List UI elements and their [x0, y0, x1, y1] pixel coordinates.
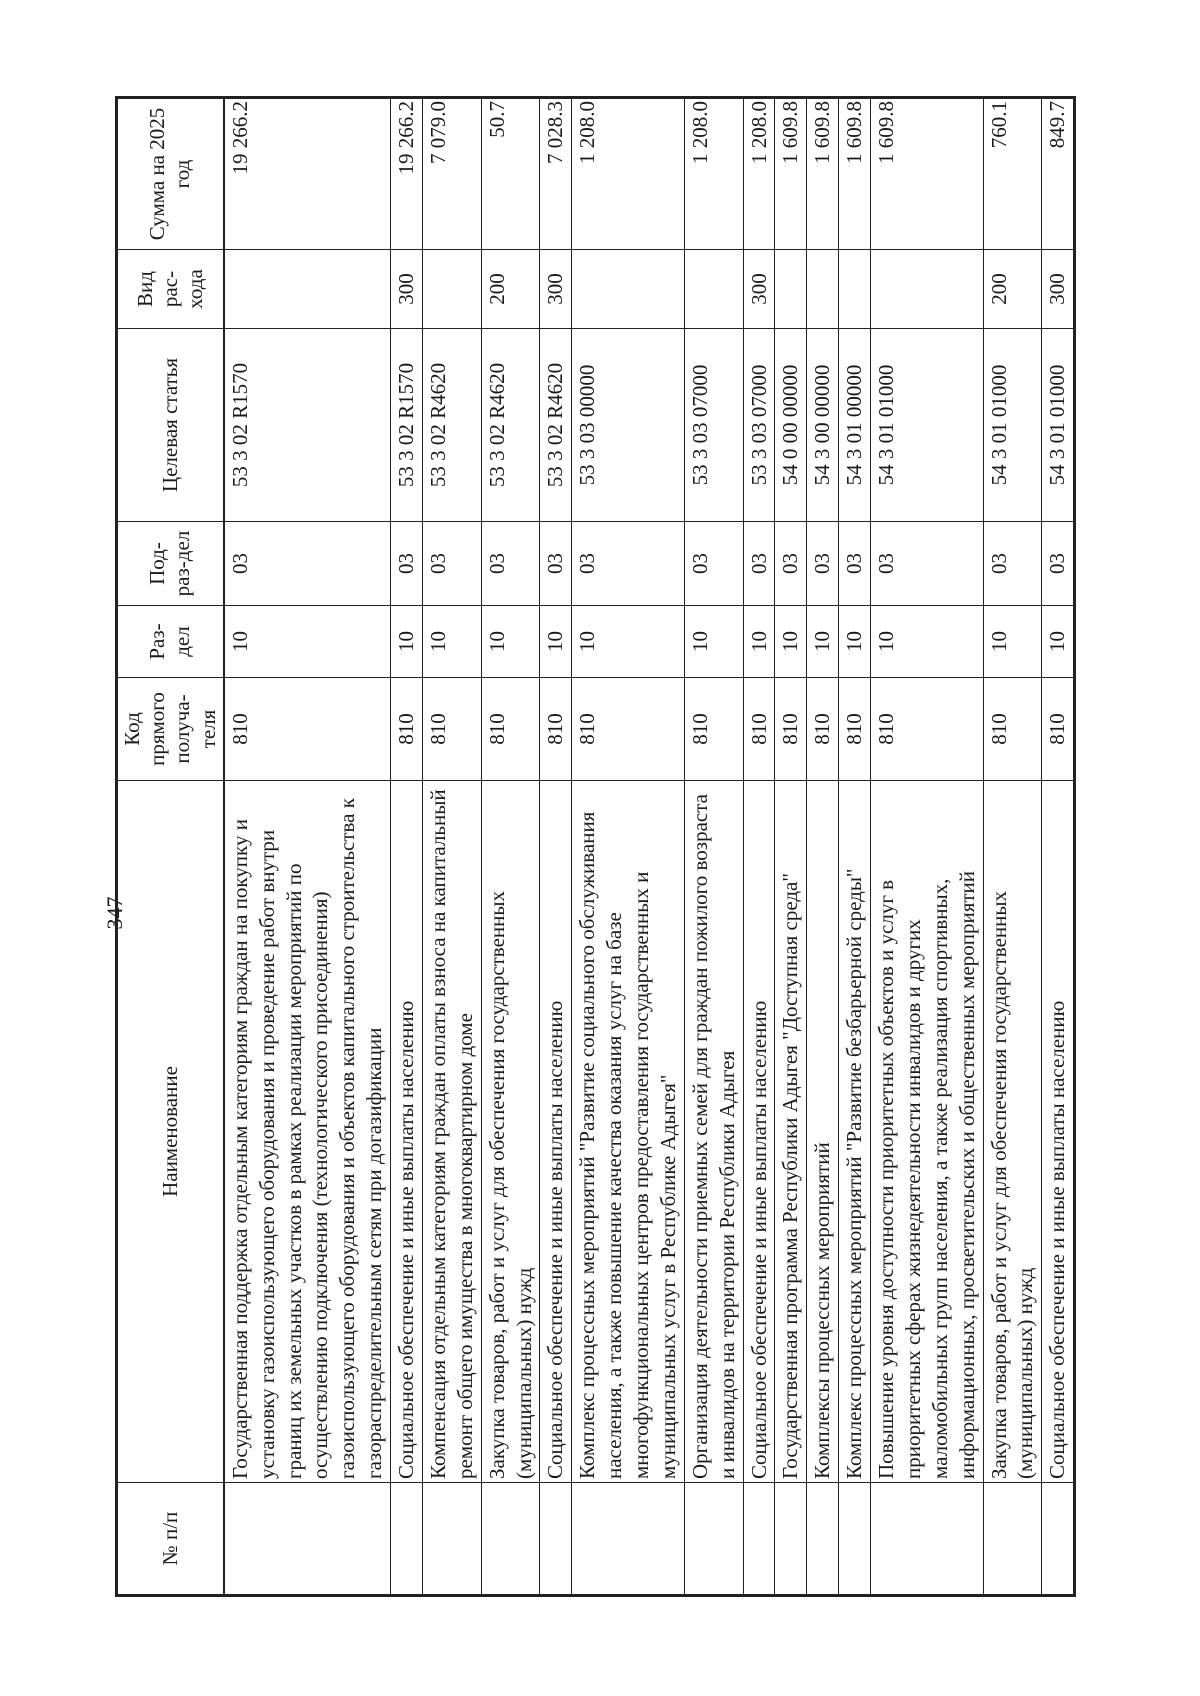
cell-sum: 1 208.0: [684, 98, 743, 250]
cell-expense: [224, 250, 391, 329]
cell-subsection: 03: [1042, 522, 1075, 606]
cell-num: [807, 1483, 839, 1596]
cell-target: 53 3 03 00000: [572, 329, 685, 522]
cell-recipient: 810: [1042, 678, 1075, 781]
cell-expense: 300: [743, 250, 775, 329]
cell-subsection: 03: [224, 522, 391, 606]
cell-section: 10: [540, 606, 572, 678]
cell-name: Компенсация отдельным категориям граждан оплаты взноса на капитальный ремонт общего имущества в многоквартирном доме: [422, 781, 481, 1483]
cell-name: Государственная поддержка отдельным категориям граждан на покупку и установку газоиспользующего оборудования и проведение работ внутри границ их земельных участков в рамках реализации мероприятий по осуществлению подключения (технологического присоединения) газоиспользующего оборудования и объектов капитального строительства к газораспределительным сетям при догазификации: [224, 781, 391, 1483]
cell-subsection: 03: [983, 522, 1042, 606]
cell-subsection: 03: [422, 522, 481, 606]
cell-recipient: 810: [871, 678, 984, 781]
cell-sum: 7 028.3: [540, 98, 572, 250]
cell-sum: 1 208.0: [743, 98, 775, 250]
cell-sum: 849.7: [1042, 98, 1075, 250]
cell-expense: [807, 250, 839, 329]
cell-subsection: 03: [775, 522, 807, 606]
cell-sum: 19 266.2: [391, 98, 423, 250]
cell-section: 10: [391, 606, 423, 678]
table-row: [871, 98, 984, 1596]
cell-recipient: 810: [391, 678, 423, 781]
cell-section: 10: [839, 606, 871, 678]
cell-recipient: 810: [540, 678, 572, 781]
cell-expense: [839, 250, 871, 329]
cell-target: 54 3 01 00000: [839, 329, 871, 522]
cell-name: Повышение уровня доступности приоритетных объектов и услуг в приоритетных сферах жизнедеятельности инвалидов и других маломобильных групп населения, а также реализация спортивных, информационных, просветительских и общественных мероприятий: [871, 781, 984, 1483]
cell-expense: 200: [983, 250, 1042, 329]
cell-name: Социальное обеспечение и иные выплаты населению: [1042, 781, 1075, 1483]
cell-target: 53 3 02 R1570: [391, 329, 423, 522]
cell-num: [871, 1483, 984, 1596]
budget-table-container: [115, 99, 1070, 1597]
cell-recipient: 810: [807, 678, 839, 781]
cell-expense: [572, 250, 685, 329]
cell-num: [572, 1483, 685, 1596]
header-num: № п/п: [117, 1483, 224, 1596]
header-section: Раз-дел: [117, 606, 224, 678]
cell-name: Социальное обеспечение и иные выплаты населению: [743, 781, 775, 1483]
header-expense: Вид рас-хода: [117, 250, 224, 329]
header-sum: Сумма на 2025 год: [117, 98, 224, 250]
table-row: [391, 98, 423, 1596]
cell-subsection: 03: [871, 522, 984, 606]
cell-expense: 200: [481, 250, 540, 329]
cell-recipient: 810: [481, 678, 540, 781]
header-name: Наименование: [117, 781, 224, 1483]
cell-section: 10: [224, 606, 391, 678]
cell-section: 10: [807, 606, 839, 678]
table-row: [807, 98, 839, 1596]
cell-recipient: 810: [983, 678, 1042, 781]
cell-subsection: 03: [743, 522, 775, 606]
cell-recipient: 810: [422, 678, 481, 781]
cell-section: 10: [743, 606, 775, 678]
cell-num: [839, 1483, 871, 1596]
cell-num: [684, 1483, 743, 1596]
table-row: [540, 98, 572, 1596]
page-number: - 347 -: [102, 883, 127, 943]
cell-subsection: 03: [540, 522, 572, 606]
cell-name: Закупка товаров, работ и услуг для обеспечения государственных (муниципальных) нужд: [481, 781, 540, 1483]
cell-name: Организация деятельности приемных семей для граждан пожилого возраста и инвалидов на территории Республики Адыгея: [684, 781, 743, 1483]
cell-expense: 300: [540, 250, 572, 329]
cell-expense: [871, 250, 984, 329]
cell-num: [1042, 1483, 1075, 1596]
cell-section: 10: [871, 606, 984, 678]
cell-name: Государственная программа Республики Адыгея "Доступная среда": [775, 781, 807, 1483]
cell-recipient: 810: [743, 678, 775, 781]
cell-target: 54 3 01 01000: [871, 329, 984, 522]
cell-section: 10: [422, 606, 481, 678]
cell-subsection: 03: [684, 522, 743, 606]
cell-expense: [422, 250, 481, 329]
cell-recipient: 810: [572, 678, 685, 781]
cell-target: 54 3 01 01000: [1042, 329, 1075, 522]
header-subsection: Под-раз-дел: [117, 522, 224, 606]
cell-subsection: 03: [391, 522, 423, 606]
cell-target: 53 3 02 R1570: [224, 329, 391, 522]
cell-num: [481, 1483, 540, 1596]
header-row: [117, 98, 224, 1596]
cell-sum: 1 208.0: [572, 98, 685, 250]
cell-target: 53 3 02 R4620: [540, 329, 572, 522]
table-row: [481, 98, 540, 1596]
header-target: Целевая статья: [117, 329, 224, 522]
cell-num: [983, 1483, 1042, 1596]
cell-sum: 7 079.0: [422, 98, 481, 250]
table-row: [422, 98, 481, 1596]
cell-num: [743, 1483, 775, 1596]
cell-name: Закупка товаров, работ и услуг для обеспечения государственных (муниципальных) нужд: [983, 781, 1042, 1483]
table-row: [839, 98, 871, 1596]
cell-name: Социальное обеспечение и иные выплаты населению: [540, 781, 572, 1483]
cell-target: 53 3 02 R4620: [422, 329, 481, 522]
cell-recipient: 810: [224, 678, 391, 781]
cell-target: 54 3 01 01000: [983, 329, 1042, 522]
table-row: [224, 98, 391, 1596]
cell-name: Комплекс процессных мероприятий "Развитие социального обслуживания населения, а также повышение качества оказания услуг на базе многофункциональных центров предоставления государственных и муниципальных услуг в Республике Адыгея": [572, 781, 685, 1483]
cell-sum: 760.1: [983, 98, 1042, 250]
cell-num: [422, 1483, 481, 1596]
table-row: [983, 98, 1042, 1596]
cell-sum: 50.7: [481, 98, 540, 250]
cell-expense: [775, 250, 807, 329]
cell-sum: 1 609.8: [871, 98, 984, 250]
cell-section: 10: [983, 606, 1042, 678]
cell-subsection: 03: [481, 522, 540, 606]
cell-section: 10: [775, 606, 807, 678]
cell-sum: 1 609.8: [807, 98, 839, 250]
cell-target: 53 3 03 07000: [743, 329, 775, 522]
cell-sum: 19 266.2: [224, 98, 391, 250]
cell-name: Социальное обеспечение и иные выплаты населению: [391, 781, 423, 1483]
cell-section: 10: [481, 606, 540, 678]
cell-recipient: 810: [684, 678, 743, 781]
table-row: [743, 98, 775, 1596]
cell-subsection: 03: [572, 522, 685, 606]
budget-table: [115, 96, 1076, 1597]
table-row: [775, 98, 807, 1596]
cell-expense: 300: [1042, 250, 1075, 329]
cell-num: [224, 1483, 391, 1596]
cell-sum: 1 609.8: [775, 98, 807, 250]
cell-num: [391, 1483, 423, 1596]
table-row: [684, 98, 743, 1596]
cell-section: 10: [572, 606, 685, 678]
cell-num: [540, 1483, 572, 1596]
header-recipient: Код прямого получа-теля: [117, 678, 224, 781]
cell-subsection: 03: [839, 522, 871, 606]
table-row: [572, 98, 685, 1596]
cell-section: 10: [684, 606, 743, 678]
cell-target: 54 3 00 00000: [807, 329, 839, 522]
cell-recipient: 810: [839, 678, 871, 781]
cell-expense: [684, 250, 743, 329]
table-row: [1042, 98, 1075, 1596]
cell-subsection: 03: [807, 522, 839, 606]
cell-recipient: 810: [775, 678, 807, 781]
cell-name: Комплекс процессных мероприятий "Развитие безбарьерной среды": [839, 781, 871, 1483]
cell-target: 53 3 03 07000: [684, 329, 743, 522]
cell-expense: 300: [391, 250, 423, 329]
cell-sum: 1 609.8: [839, 98, 871, 250]
cell-num: [775, 1483, 807, 1596]
cell-target: 53 3 02 R4620: [481, 329, 540, 522]
cell-name: Комплексы процессных мероприятий: [807, 781, 839, 1483]
cell-section: 10: [1042, 606, 1075, 678]
cell-target: 54 0 00 00000: [775, 329, 807, 522]
